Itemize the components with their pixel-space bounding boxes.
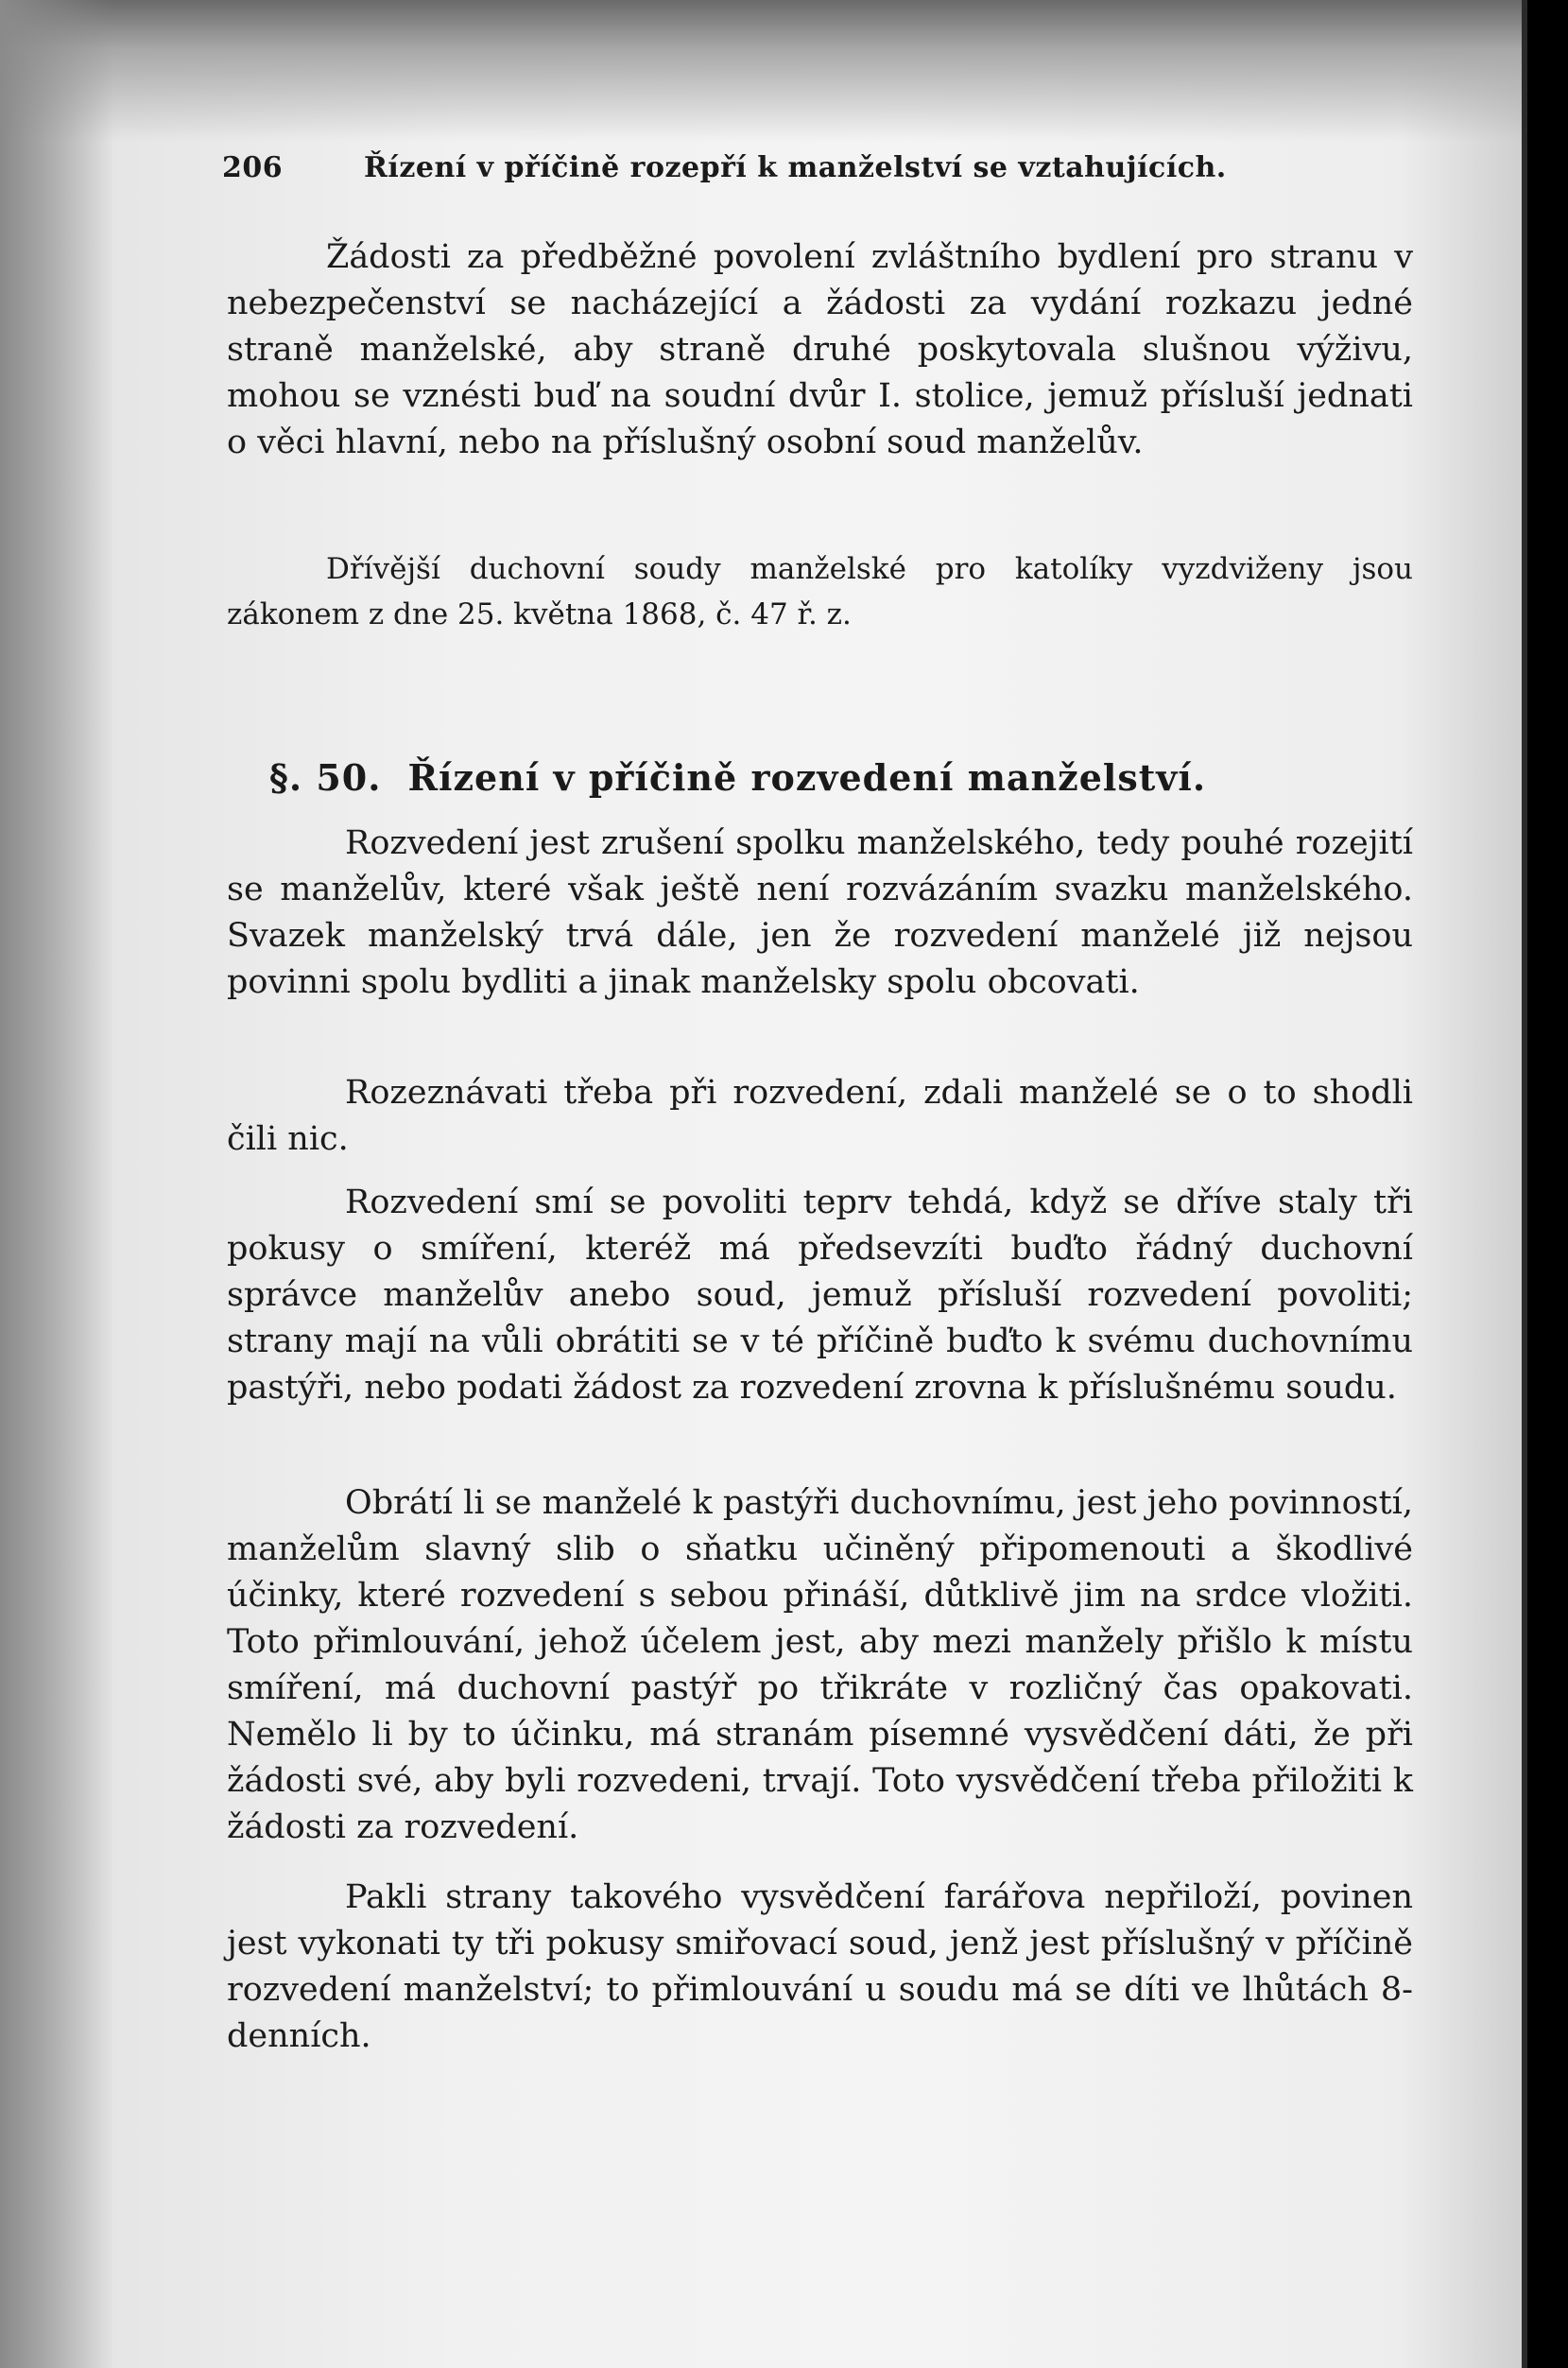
paragraph-church-courts-note: Dřívější duchovní soudy manželské pro katolíky vyzdviženy jsou zákonem z dne 25. května 1868, č. 47 ř. z. xyxy=(227,552,1413,631)
scan-shadow-left xyxy=(0,0,113,2368)
paragraph-definition: Rozvedení jest zrušení spolku manželského, tedy pouhé rozejití se manželův, které však ještě není rozvázáním svazku manželského. Svazek manželský trvá dále, jen že rozvedení manželé již nejsou povinni spolu bydliti a jinak manželsky spolu obcovati. xyxy=(227,824,1413,1001)
paragraph-distinction: Rozeznávati třeba při rozvedení, zdali manželé se o to shodli čili nic. xyxy=(227,1074,1413,1158)
paragraph-provisional-separation: Žádosti za předběžné povolení zvláštního bydlení pro stranu v nebezpečenství se nacházející a žádosti za vydání rozkazu jedné straně manželské, aby straně druhé poskytovala slušnou výživu, mohou se vznésti buď na soudní dvůr I. stolice, jemuž přísluší jednati o věci hlavní, nebo na příslušný osobní soud manželův. xyxy=(227,238,1413,461)
section-heading xyxy=(269,756,1404,799)
scan-shadow-top xyxy=(0,0,1522,142)
page-edge xyxy=(1522,0,1527,2368)
paragraph-court-attempts: Pakli strany takového vysvědčení farářova nepřiloží, povinen jest vykonati ty tři pokusy smiřovací soud, jenž jest příslušný v příčině rozvedení manželství; to přimlouvání u soudu má se díti ve lhůtách 8-denních. xyxy=(227,1878,1413,2055)
paragraph-reconciliation-attempts: Rozvedení smí se povoliti teprv tehdá, když se dříve staly tři pokusy o smíření, kteréž má předsevzíti buďto řádný duchovní správce manželův anebo soud, jemuž přísluší rozvedení povoliti; strany mají na vůli obrátiti se v té příčině buďto k svému duchovnímu pastýři, nebo podati žádost za rozvedení zrovna k příslušnému soudu. xyxy=(227,1184,1413,1407)
paragraph-pastor-duty: Obrátí li se manželé k pastýři duchovnímu, jest jeho povinností, manželům slavný slib o sňatku učiněný připomenouti a škodlivé účinky, které rozvedení s sebou přináší, důtklivě jim na srdce vložiti. Toto přimlouvání, jehož účelem jest, aby mezi manžely přišlo k místu smíření, má duchovní pastýř po třikráte v rozličný čas opakovati. Nemělo li by to účinku, má stranám písemné vysvědčení dáti, že při žádosti své, aby byli rozvedeni, trvají. Toto vysvědčení třeba přiložiti k žádosti za rozvedení. xyxy=(227,1484,1413,1846)
running-header xyxy=(222,151,1404,184)
running-title: Řízení v příčině rozepří k manželství se vztahujících. xyxy=(364,151,1227,184)
section-title: Řízení v příčině rozvedení manželství. xyxy=(407,756,1207,799)
section-number: §. 50. xyxy=(269,756,382,799)
page-number: 206 xyxy=(222,151,284,184)
